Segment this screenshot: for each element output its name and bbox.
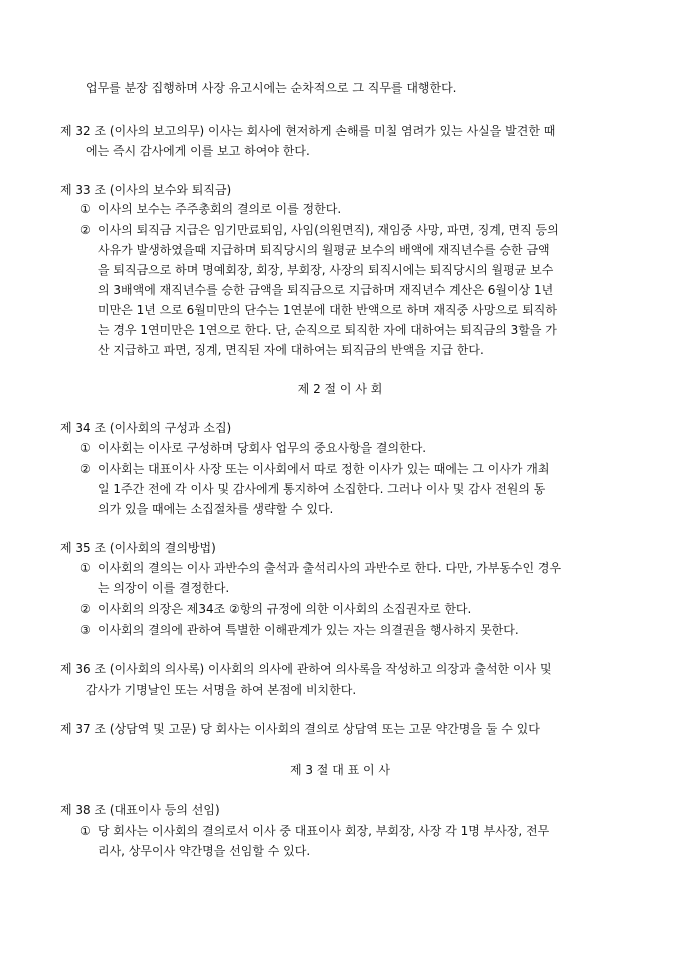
text-line: 는 경우 1연미만은 1연으로 한다. 단, 순직으로 퇴직한 자에 대하여는 퇴직금의 3할을 가 [98,323,557,337]
article-35-heading: 제 35 조 (이사회의 결의방법) [60,541,216,555]
text-line: 사유가 발생하였을때 지급하며 퇴직당시의 월평균 보수의 배액에 재직년수를 승한 금액 [98,243,550,257]
text-line: 미만은 1년 으로 6월미만의 단수는 1연분에 대한 반액으로 하며 재직중 사망으로 퇴직하 [98,303,557,317]
article-37-heading: 제 37 조 (상담역 및 고문) 당 회사는 이사회의 결의로 상담역 또는 고문 약간명을 둘 수 있다 [60,722,540,736]
text-line: 이사의 퇴직금 지급은 임기만료퇴임, 사임(의원면직), 재임중 사망, 파면, 징계, 면직 등의 [98,223,559,237]
text-line: 리사, 상무이사 약간명을 선임할 수 있다. [98,844,311,858]
text-line: 을 퇴직금으로 하며 명예회장, 회장, 부회장, 사장의 퇴직시에는 퇴직당시의 월평균 보수 [98,263,554,277]
text-line: 이사회의 결의에 관하여 특별한 이해관계가 있는 자는 의결권을 행사하지 못한다. [98,623,519,637]
text-line: 이사회의 의장은 제34조 ②항의 규정에 의한 이사회의 소집권자로 한다. [98,602,472,616]
text-line: 업무를 분장 집행하며 사장 유고시에는 순차적으로 그 직무를 대행한다. [86,81,457,95]
text-line: 에는 즉시 감사에게 이를 보고 하여야 한다. [86,144,310,158]
item-marker: ① [80,561,91,575]
article-36-heading: 제 36 조 (이사회의 의사록) 이사회의 의사에 관하여 의사록을 작성하고 의장과 출석한 이사 및 [60,662,552,676]
item-marker: ③ [80,623,91,637]
item-marker: ① [80,441,91,455]
item-marker: ① [80,824,91,838]
section-heading: 제 2 절 이 사 회 [297,382,383,396]
item-marker: ① [80,202,91,216]
text-line: 감사가 기명날인 또는 서명을 하여 본점에 비치한다. [86,683,357,697]
item-marker: ② [80,602,91,616]
text-line: 일 1주간 전에 각 이사 및 감사에게 통지하여 소집한다. 그러나 이사 및 감사 전원의 동 [98,482,546,496]
item-marker: ② [80,223,91,237]
text-line: 이사회는 대표이사 사장 또는 이사회에서 따로 정한 이사가 있는 때에는 그 이사가 개최 [98,462,550,476]
text-line: 이사회의 결의는 이사 과반수의 출석과 출석리사의 과반수로 한다. 다만, 가부동수인 경우 [98,561,562,575]
text-line: 는 의장이 이를 결정한다. [98,581,230,595]
article-32-heading: 제 32 조 (이사의 보고의무) 이사는 회사에 현저하게 손해를 미칠 염려가 있는 사실을 발견한 때 [60,124,556,138]
text-line: 이사회는 이사로 구성하며 당회사 업무의 중요사항을 결의한다. [98,441,427,455]
section-heading: 제 3 절 대 표 이 사 [289,763,391,777]
article-38-heading: 제 38 조 (대표이사 등의 선임) [60,803,220,817]
article-33-heading: 제 33 조 (이사의 보수와 퇴직금) [60,183,232,197]
text-line: 이사의 보수는 주주총회의 결의로 이를 정한다. [98,202,342,216]
text-line: 의 3배액에 재직년수를 승한 금액을 퇴직금으로 지급하며 재직년수 계산은 6월이상 1년 [98,283,554,297]
article-34-heading: 제 34 조 (이사회의 구성과 소집) [60,421,232,435]
text-line: 산 지급하고 파면, 징계, 면직된 자에 대하여는 퇴직금의 반액을 지급 한다. [98,343,484,357]
text-line: 의가 있을 때에는 소집절차를 생략할 수 있다. [98,502,334,516]
item-marker: ② [80,462,91,476]
text-line: 당 회사는 이사회의 결의로서 이사 중 대표이사 회장, 부회장, 사장 각 1명 부사장, 전무 [98,824,550,838]
